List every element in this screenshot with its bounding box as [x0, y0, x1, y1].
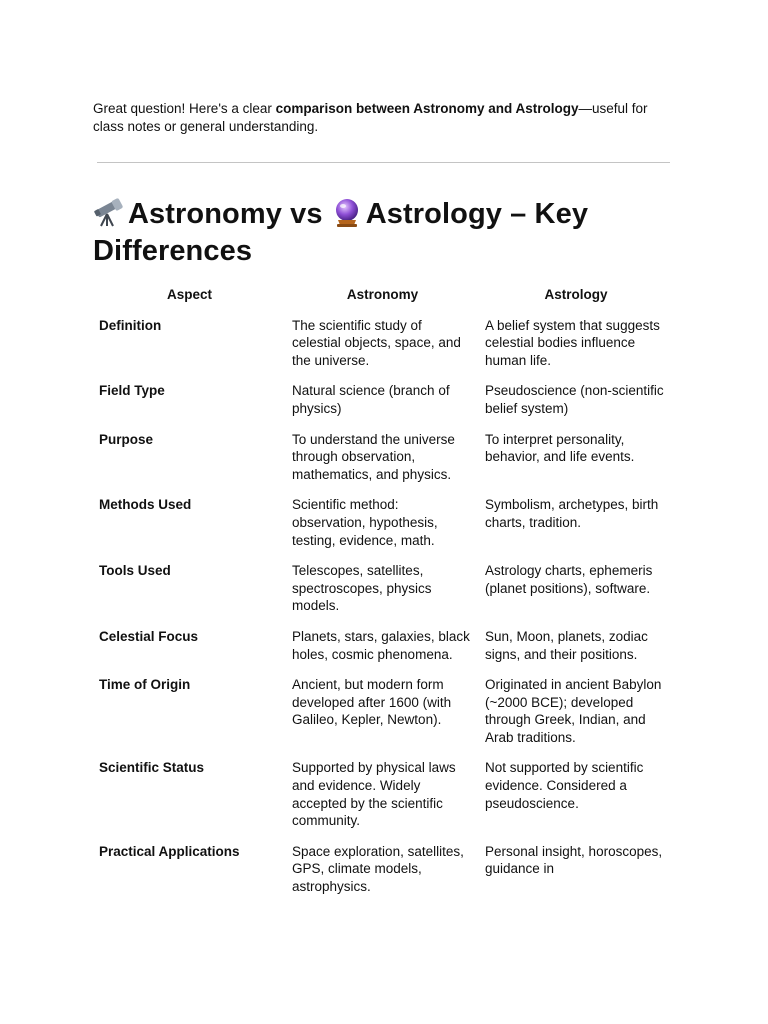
cell-astrology: Sun, Moon, planets, zodiac signs, and their positions. [485, 628, 648, 662]
cell-astronomy: Supported by physical laws and evidence. Widely accepted by the scientific community. [292, 760, 456, 829]
cell-astrology: Symbolism, archetypes, birth charts, tradition. [485, 497, 659, 530]
crystal-ball-icon [331, 196, 363, 228]
intro-paragraph [93, 100, 673, 136]
comparison-table [93, 283, 673, 909]
cell-aspect: Time of Origin [99, 677, 191, 693]
table-row [93, 317, 673, 383]
cell-aspect: Celestial Focus [99, 628, 199, 644]
cell-astronomy: The scientific study of celestial objects, space, and the universe. [292, 317, 461, 368]
divider [97, 162, 670, 163]
cell-aspect: Scientific Status [99, 760, 205, 776]
cell-aspect: Field Type [99, 383, 165, 399]
table-row [93, 496, 673, 562]
cell-astrology: Originated in ancient Babylon (~2000 BCE); developed through Greek, Indian, and Arab traditions. [485, 677, 662, 745]
cell-astrology: Astrology charts, ephemeris (planet positions), software. [485, 563, 653, 596]
cell-aspect: Purpose [99, 431, 154, 447]
header-astrology: Astrology [544, 287, 608, 302]
cell-astronomy: Scientific method: observation, hypothesis, testing, evidence, math. [292, 497, 438, 548]
intro-suffix: —useful for class notes or general understanding. [93, 101, 648, 134]
header-aspect: Aspect [166, 287, 212, 302]
table-row [93, 431, 673, 497]
cell-astronomy: Planets, stars, galaxies, black holes, cosmic phenomena. [292, 628, 470, 662]
title-part1: Astronomy vs [128, 198, 323, 230]
cell-aspect: Methods Used [99, 497, 192, 513]
cell-aspect: Practical Applications [99, 843, 240, 859]
table-row [93, 843, 673, 909]
table-row [93, 759, 673, 842]
cell-astrology: Personal insight, horoscopes, guidance in [485, 843, 663, 877]
cell-aspect: Definition [99, 317, 162, 333]
table-row [93, 382, 673, 430]
cell-astronomy: Natural science (branch of physics) [292, 383, 450, 416]
header-astronomy: Astronomy [346, 287, 419, 302]
telescope-icon [93, 196, 125, 228]
cell-astronomy: Space exploration, satellites, GPS, climate models, astrophysics. [292, 843, 464, 895]
cell-astrology: To interpret personality, behavior, and life events. [485, 431, 635, 465]
cell-astrology: Not supported by scientific evidence. Considered a pseudoscience. [485, 760, 644, 811]
intro-bold: comparison between Astronomy and Astrology [275, 101, 579, 116]
table-header-row [93, 283, 673, 317]
intro-prefix: Great question! Here's a clear [93, 101, 276, 116]
table-row [93, 676, 673, 759]
cell-astronomy: To understand the universe through observation, mathematics, and physics. [292, 431, 455, 482]
table-row [93, 562, 673, 628]
cell-astronomy: Ancient, but modern form developed after 1600 (with Galileo, Kepler, Newton). [292, 677, 452, 728]
cell-aspect: Tools Used [99, 563, 171, 579]
title-part2: Astrology – Key Differences [93, 198, 589, 267]
page-title [93, 196, 693, 270]
intro-block [93, 100, 673, 136]
cell-astronomy: Telescopes, satellites, spectroscopes, physics models. [292, 563, 432, 614]
table-row [93, 628, 673, 676]
cell-astrology: Pseudoscience (non-scientific belief system) [485, 383, 664, 416]
cell-astrology: A belief system that suggests celestial bodies influence human life. [485, 317, 660, 368]
